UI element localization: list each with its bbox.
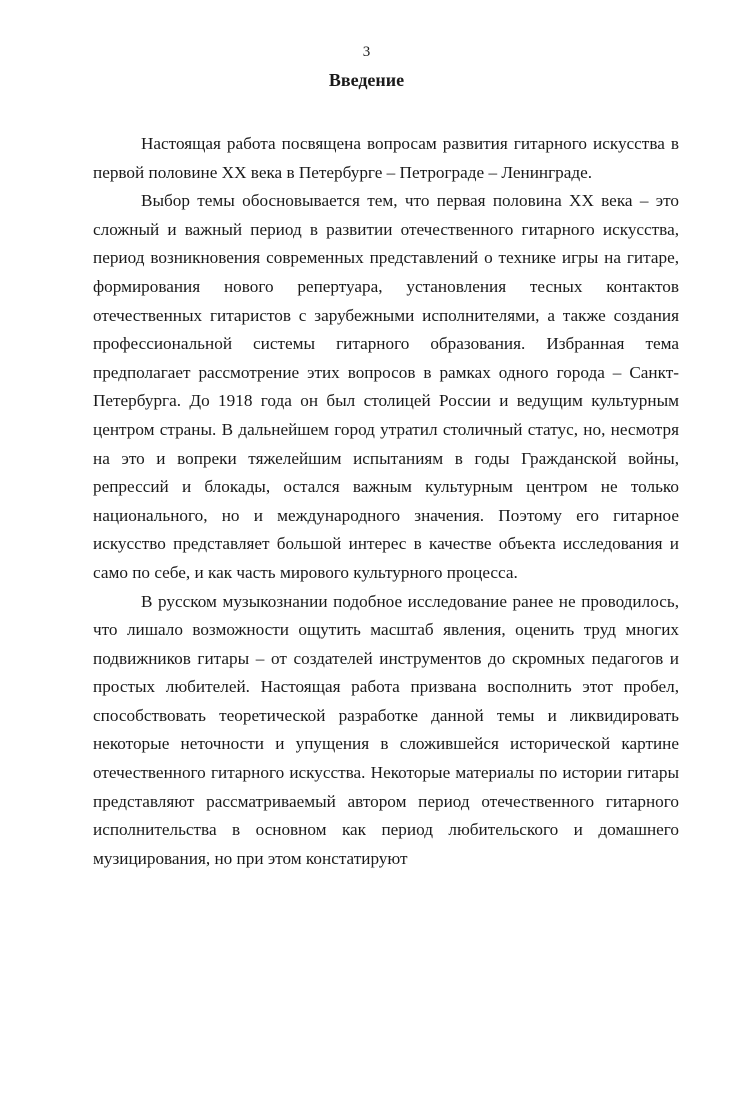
paragraph-research-novelty: В русском музыкознании подобное исследование ранее не проводилось, что лишало возможности ощутить масштаб явления, оценить труд многих подвижников гитары – от создателей инструментов до скромных педагогов и простых любителей. Настоящая работа призвана восполнить этот пробел, способствовать теоретической разработке данной темы и ликвидировать некоторые неточности и упущения в сложившейся исторической картине отечественного гитарного искусства. Некоторые материалы по истории гитары представляют рассматриваемый автором период отечественного гитарного исполнительства в основном как период любительского и домашнего музицирования, но при этом констатируют (93, 591, 679, 868)
paragraph-topic-choice: Выбор темы обосновывается тем, что первая половина XX века – это сложный и важный период в развитии отечественного гитарного искусства, период возникновения современных представлений о технике игры на гитаре, формирования нового репертуара, установления тесных контактов отечественных гитаристов с зарубежными исполнителями, а также создания профессиональной системы гитарного образования. Избранная тема предполагает рассмотрение этих вопросов в рамках одного города – Санкт-Петербурга. До 1918 года он был столицей России и ведущим культурным центром страны. В дальнейшем город утратил столичный статус, но, несмотря на это и вопреки тяжелейшим испытаниям в годы Гражданской войны, репрессий и блокады, остался важным культурным центром не только национального, но и международного значения. Поэтому его гитарное искусство представляет большой интерес в качестве объекта исследования и само по себе, и как часть мирового культурного процесса. (93, 191, 679, 582)
paragraph-intro: Настоящая работа посвящена вопросам развития гитарного искусства в первой половине XX века в Петербурге – Петрограде – Ленинграде. (93, 134, 679, 182)
body-text (93, 130, 679, 873)
page-number: 3 (362, 44, 371, 60)
section-title: Введение (328, 70, 405, 90)
